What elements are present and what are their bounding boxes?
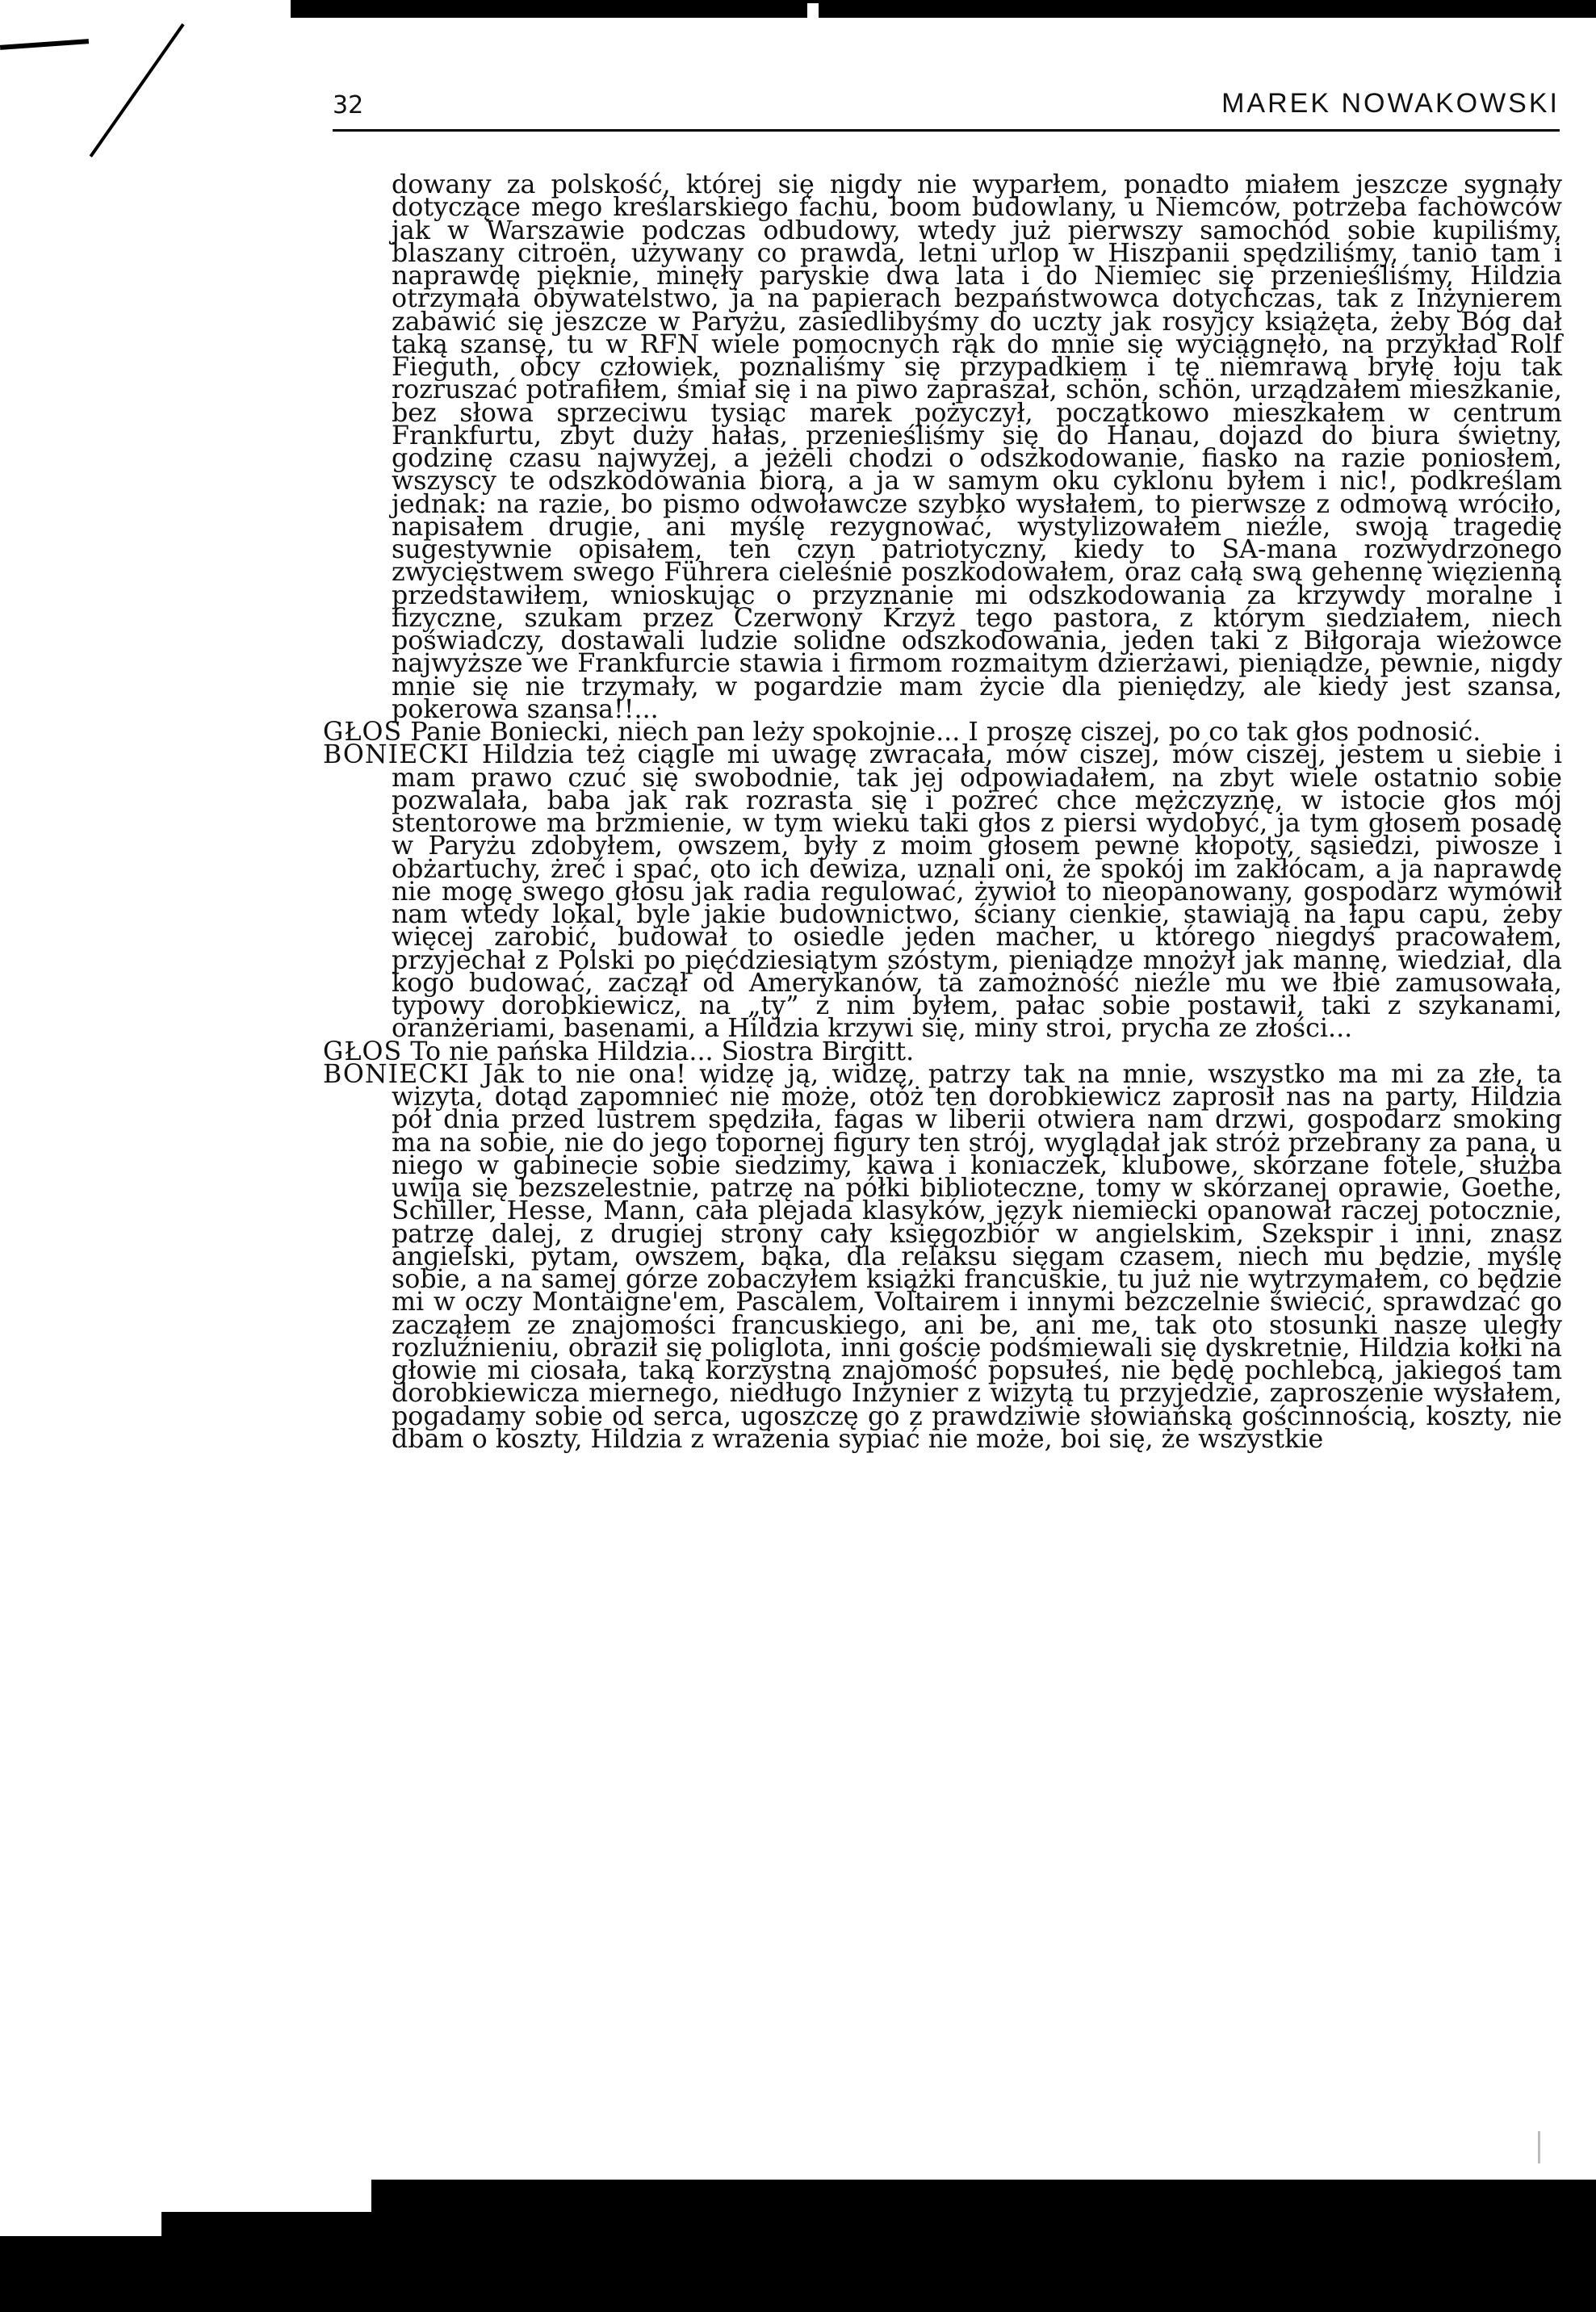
speaker-name: GŁOS <box>323 718 403 747</box>
continuation-paragraph: dowany za polskość, której się nigdy nie wyparłem, ponadto miałem jeszcze sygnały dotyczące mego kreślarskiego fachu, boom budowlany, u Niemców, potrzeba fachowców jak w Warszawie podczas odbudowy, wtedy już pierwszy samochód sobie kupiliśmy, blaszany citroën, używany co prawda, letni urlop w Hiszpanii spędziliśmy, tanio tam i naprawdę pięknie, minęły paryskie dwa lata i do Niemiec się przenieśliśmy, Hildzia otrzymała obywatelstwo, ja na papierach bezpaństwowca dotychczas, tak z Inżynierem zabawić się jeszcze w Paryżu, zasiedlibyśmy do uczty jak rosyjcy książęta, żeby Bóg dał taką szansę, tu w RFN wiele pomocnych rąk do mnie się wyciągnęło, na przykład Rolf Fieguth, obcy człowiek, poznaliśmy się przypadkiem i tę niemrawą bryłę łoju tak rozruszać potrafiłem, śmiał się i na piwo zapraszał, schön, schön, urządzałem mieszkanie, bez słowa sprzeciwu tysiąc marek pożyczył, początkowo mieszkałem w centrum Frankfurtu, zbyt duży hałas, przenieśliśmy się do Hanau, dojazd do biura świetny, godzinę czasu najwyżej, a jeżeli chodzi o odszkodowanie, fiasko na razie poniosłem, wszyscy te odszkodowania biorą, a ja w samym oku cyklonu byłem i nic!, podkreślam jednak: na razie, bo pismo odwoławcze szybko wysłałem, to pierwsze z odmową wróciło, napisałem drugie, ani myślę rezygnować, wystylizowałem nieźle, swoją tragedię sugestywnie opisałem, ten czyn patriotyczny, kiedy to SA-mana rozwydrzonego zwycięstwem swego Führera cieleśnie poszkodowałem, oraz całą swą gehennę więzienną przedstawiłem, wnioskując o przyznanie mi odszkodowania za krzywdy moralne i fizyczne, szukam przez Czerwony Krzyż tego pastora, z którym siedziałem, niech poświadczy, dostawali ludzie solidne odszkodowania, jeden taki z Biłgoraja wieżowce najwyższe we Frankfurcie stawia i firmom rozmaitym dzierżawi, pieniądze, pewnie, nigdy mnie się nie trzymały, w pogardzie mam życie dla pieniędzy, ale kiedy jest szansa, pokerowa szansa!!... <box>392 170 1562 724</box>
scan-artifact <box>0 2180 161 2236</box>
scan-artifact <box>1538 2131 1540 2163</box>
speech-text: To nie pańska Hildzia... Siostra Birgitt. <box>410 1037 915 1066</box>
page-header <box>333 85 1560 125</box>
speech-text: Hildzia też ciągle mi uwagę zwracała, mów ciszej, mów ciszej, jestem u siebie i mam prawo czuć się swobodnie, tak jej odpowiadałem, na zbyt wiele ostatnio sobie pozwalała, baba jak rak rozrasta się i pożreć chce mężczyznę, w istocie głos mój stentorowe ma brzmienie, w tym wieku taki głos z piersi wydobyć, ja tym głosem posadę w Paryżu zdobyłem, owszem, były z moim głosem pewne kłopoty, sąsiedzi, piwosze i obżartuchy, żreć i spać, oto ich dewiza, uznali oni, że spokój im zakłócam, a ja naprawdę nie mogę swego głosu jak radia regulować, żywioł to nieopanowany, gospodarz wymówił nam wtedy lokal, byle jakie budownictwo, ściany cienkie, stawiają na łapu capu, żeby więcej zarobić, budował to osiedle jeden macher, u którego niegdyś pracowałem, przyjechał z Polski po pięćdziesiątym szóstym, pieniądze mnożył jak mannę, wiedział, dla kogo budować, zaczął od Amerykanów, ta zamożność nieźle mu we łbie zamusowała, typowy dorobkiewicz, na „ty” z nim byłem, pałac sobie postawił, taki z szykanami, oranżeriami, basenami, a Hildzia krzywi się, miny stroi, prycha ze złości... <box>392 740 1562 1044</box>
speaker-name: BONIECKI <box>323 740 470 770</box>
speaker-name: BONIECKI <box>323 1059 470 1089</box>
scan-artifact <box>0 39 89 50</box>
dialogue-line <box>323 1059 1563 1454</box>
speaker-name: GŁOS <box>323 1037 403 1066</box>
scan-border-top <box>291 0 1596 18</box>
scan-artifact <box>807 3 819 18</box>
page-body <box>323 170 1563 1454</box>
speech-text: Panie Boniecki, niech pan leży spokojnie... I proszę ciszej, po co tak głos podnosić. <box>410 718 1481 747</box>
running-head: MAREK NOWAKOWSKI <box>1221 88 1560 119</box>
scan-artifact <box>90 23 185 157</box>
header-rule <box>333 129 1560 132</box>
speech-text: Jak to nie ona! widzę ją, widzę, patrzy tak na mnie, wszystko ma mi za złe, ta wizyta, dotąd zapomnieć nie może, otóż ten dorobkiewicz zaprosił nas na party, Hildzia pół dnia przed lustrem spędziła, fagas w liberii otwiera nam drzwi, gospodarz smoking ma na sobie, nie do jego topornej figury ten strój, wyglądał jak stróż przebrany za pana, u niego w gabinecie sobie siedzimy, kawa i koniaczek, klubowe, skórzane fotele, służba uwija się bezszelestnie, patrzę na półki biblioteczne, tomy w skórzanej oprawie, Goethe, Schiller, Hesse, Mann, cała plejada klasyków, język niemiecki opanował raczej potocznie, patrzę dalej, z drugiej strony cały księgozbiór w angielskim, Szekspir i inni, znasz angielski, pytam, owszem, bąka, dla relaksu sięgam czasem, niech mu będzie, myślę sobie, a na samej górze zobaczyłem książki francuskie, tu już nie wytrzymałem, co będzie mi w oczy Montaigne'em, Pascalem, Voltairem i innymi bezczelnie świecić, sprawdzać go zacząłem ze znajomości francuskiego, ani be, ani me, tak oto stosunki nasze uległy rozluźnieniu, obraził się poliglota, inni goście podśmiewali się dyskretnie, Hildzia kołki na głowie mi ciosała, taką korzystną znajomość popsułeś, nie będę pochlebcą, jakiegoś tam dorobkiewicza miernego, niedługo Inżynier z wizytą tu przyjedzie, zaproszenie wysłałem, pogadamy sobie od serca, ugoszczę go z prawdziwie słowiańską gościnnością, koszty, nie dbam o koszty, Hildzia z wrażenia sypiać nie może, boi się, że wszystkie <box>392 1059 1563 1454</box>
page-number: 32 <box>333 91 364 119</box>
scan-artifact <box>161 2180 371 2212</box>
dialogue-line <box>323 740 1562 1044</box>
